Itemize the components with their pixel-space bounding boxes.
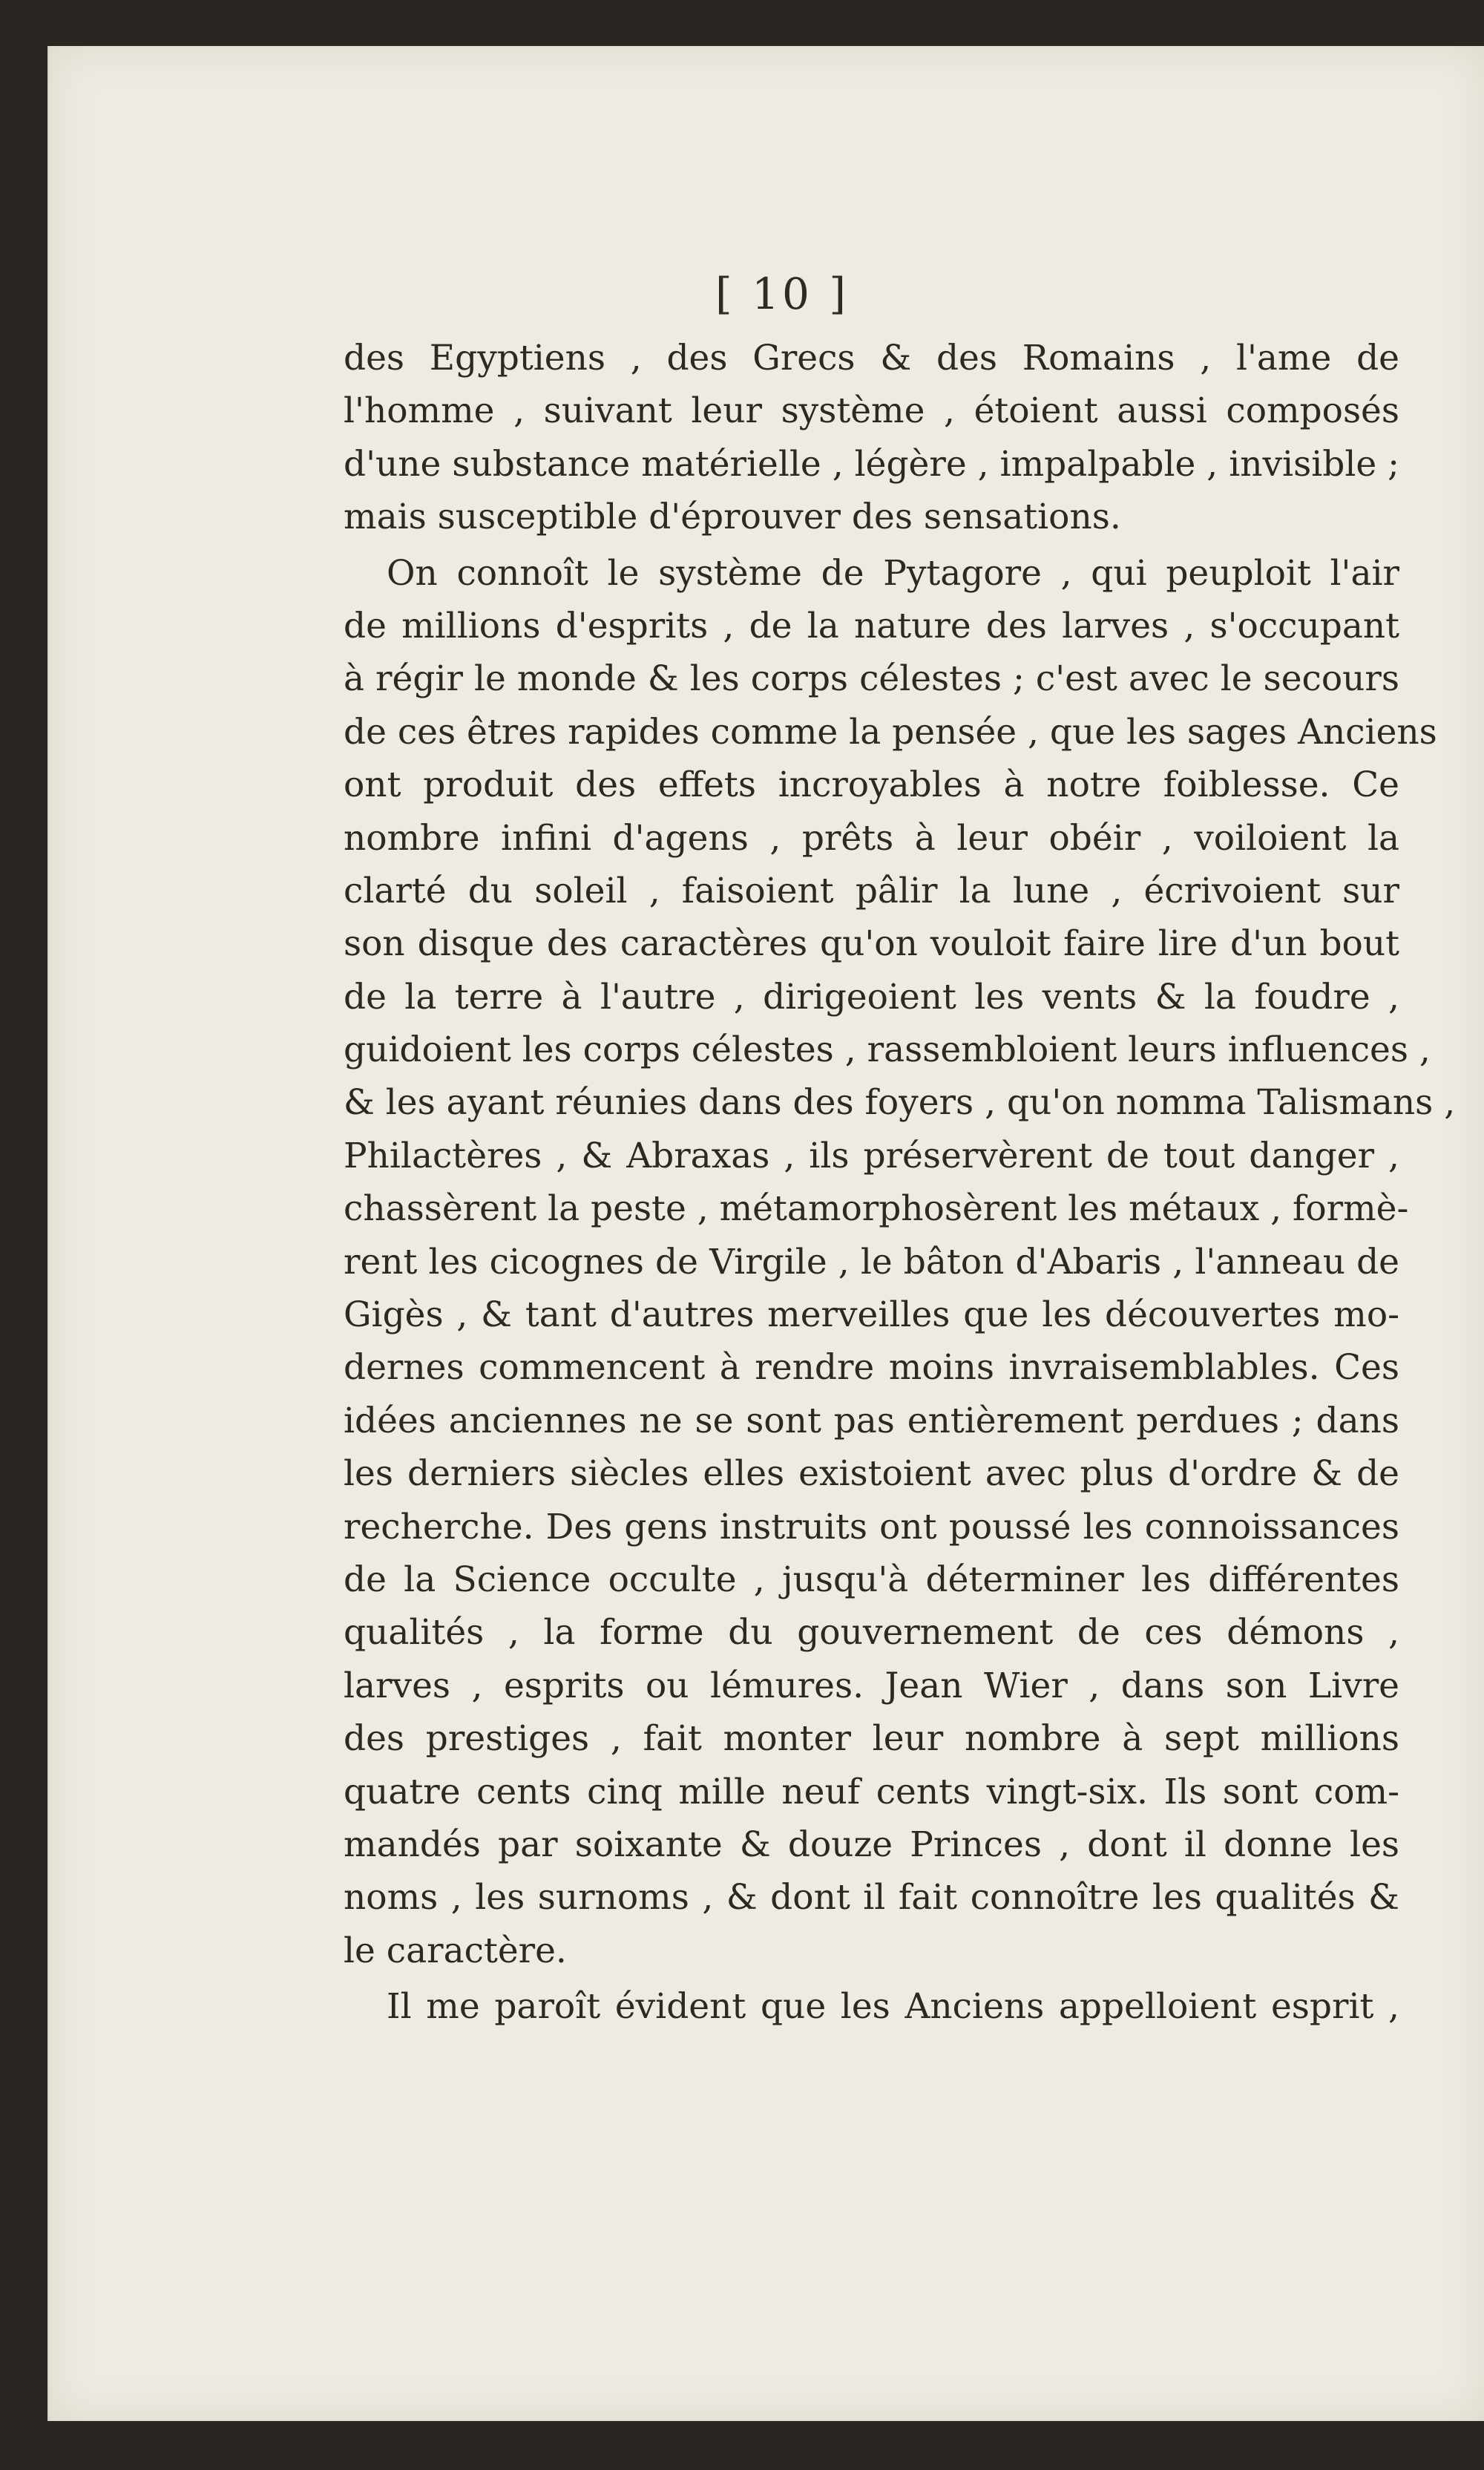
text-line: dernes commencent à rendre moins invraisemblables. Ces xyxy=(344,1347,1399,1389)
text-line: larves , esprits ou lémures. Jean Wier , dans son Livre xyxy=(344,1665,1399,1706)
text-line: recherche. Des gens instruits ont poussé les connoissances xyxy=(344,1506,1399,1547)
text-line: Il me paroît évident que les Anciens appelloient esprit , xyxy=(387,1986,1399,2028)
text-line: le caractère. xyxy=(344,1930,567,1971)
text-line: Gigès , & tant d'autres merveilles que les découvertes mo- xyxy=(344,1294,1399,1336)
text-line: son disque des caractères qu'on vouloit faire lire d'un bout xyxy=(344,923,1399,965)
text-line: mandés par soixante & douze Princes , dont il donne les xyxy=(344,1824,1399,1865)
text-line: ont produit des effets incroyables à notre foiblesse. Ce xyxy=(344,764,1399,806)
text-line: l'homme , suivant leur système , étoient aussi composés xyxy=(344,390,1399,432)
text-line: mais susceptible d'éprouver des sensations. xyxy=(344,497,1121,538)
text-line: noms , les surnoms , & dont il fait connoître les qualités & xyxy=(344,1877,1399,1919)
text-line: & les ayant réunies dans des foyers , qu'on nomma Talismans , xyxy=(344,1082,1456,1124)
text-line: quatre cents cinq mille neuf cents vingt-six. Ils sont com- xyxy=(344,1771,1399,1812)
text-line: de la terre à l'autre , dirigeoient les vents & la foudre , xyxy=(344,976,1399,1018)
text-line: clarté du soleil , faisoient pâlir la lune , écrivoient sur xyxy=(344,870,1399,911)
page-number: [ 10 ] xyxy=(715,269,849,319)
text-line: rent les cicognes de Virgile , le bâton d'Abaris , l'anneau de xyxy=(344,1241,1399,1282)
body-text xyxy=(344,332,1456,2034)
text-line: nombre infini d'agens , prêts à leur obéir , voiloient la xyxy=(344,817,1399,859)
paragraph-3 xyxy=(344,1980,1399,2033)
text-line: des Egyptiens , des Grecs & des Romains , l'ame de xyxy=(344,338,1399,379)
text-line: des prestiges , fait monter leur nombre à sept millions xyxy=(344,1718,1399,1760)
text-line: qualités , la forme du gouvernement de ces démons , xyxy=(344,1612,1399,1654)
text-line: idées anciennes ne se sont pas entièrement perdues ; dans xyxy=(344,1400,1399,1441)
book-page xyxy=(47,46,1484,2421)
text-line: Philactères , & Abraxas , ils préservèrent de tout danger , xyxy=(344,1135,1399,1176)
text-line: On connoît le système de Pytagore , qui peuploit l'air xyxy=(387,552,1399,594)
text-line: chassèrent la peste , métamorphosèrent les métaux , formè- xyxy=(344,1188,1409,1230)
text-line: de la Science occulte , jusqu'à déterminer les différentes xyxy=(344,1559,1399,1600)
paragraph-1 xyxy=(344,332,1399,544)
paragraph-2 xyxy=(344,547,1456,1978)
text-line: de millions d'esprits , de la nature des larves , s'occupant xyxy=(344,605,1399,646)
text-line: les derniers siècles elles existoient avec plus d'ordre & de xyxy=(344,1453,1399,1495)
text-line: à régir le monde & les corps célestes ; c'est avec le secours xyxy=(344,658,1399,700)
text-line: de ces êtres rapides comme la pensée , que les sages Anciens xyxy=(344,711,1437,753)
text-line: guidoient les corps célestes , rassembloient leurs influences , xyxy=(344,1029,1431,1071)
text-line: d'une substance matérielle , légère , impalpable , invisible ; xyxy=(344,443,1399,485)
